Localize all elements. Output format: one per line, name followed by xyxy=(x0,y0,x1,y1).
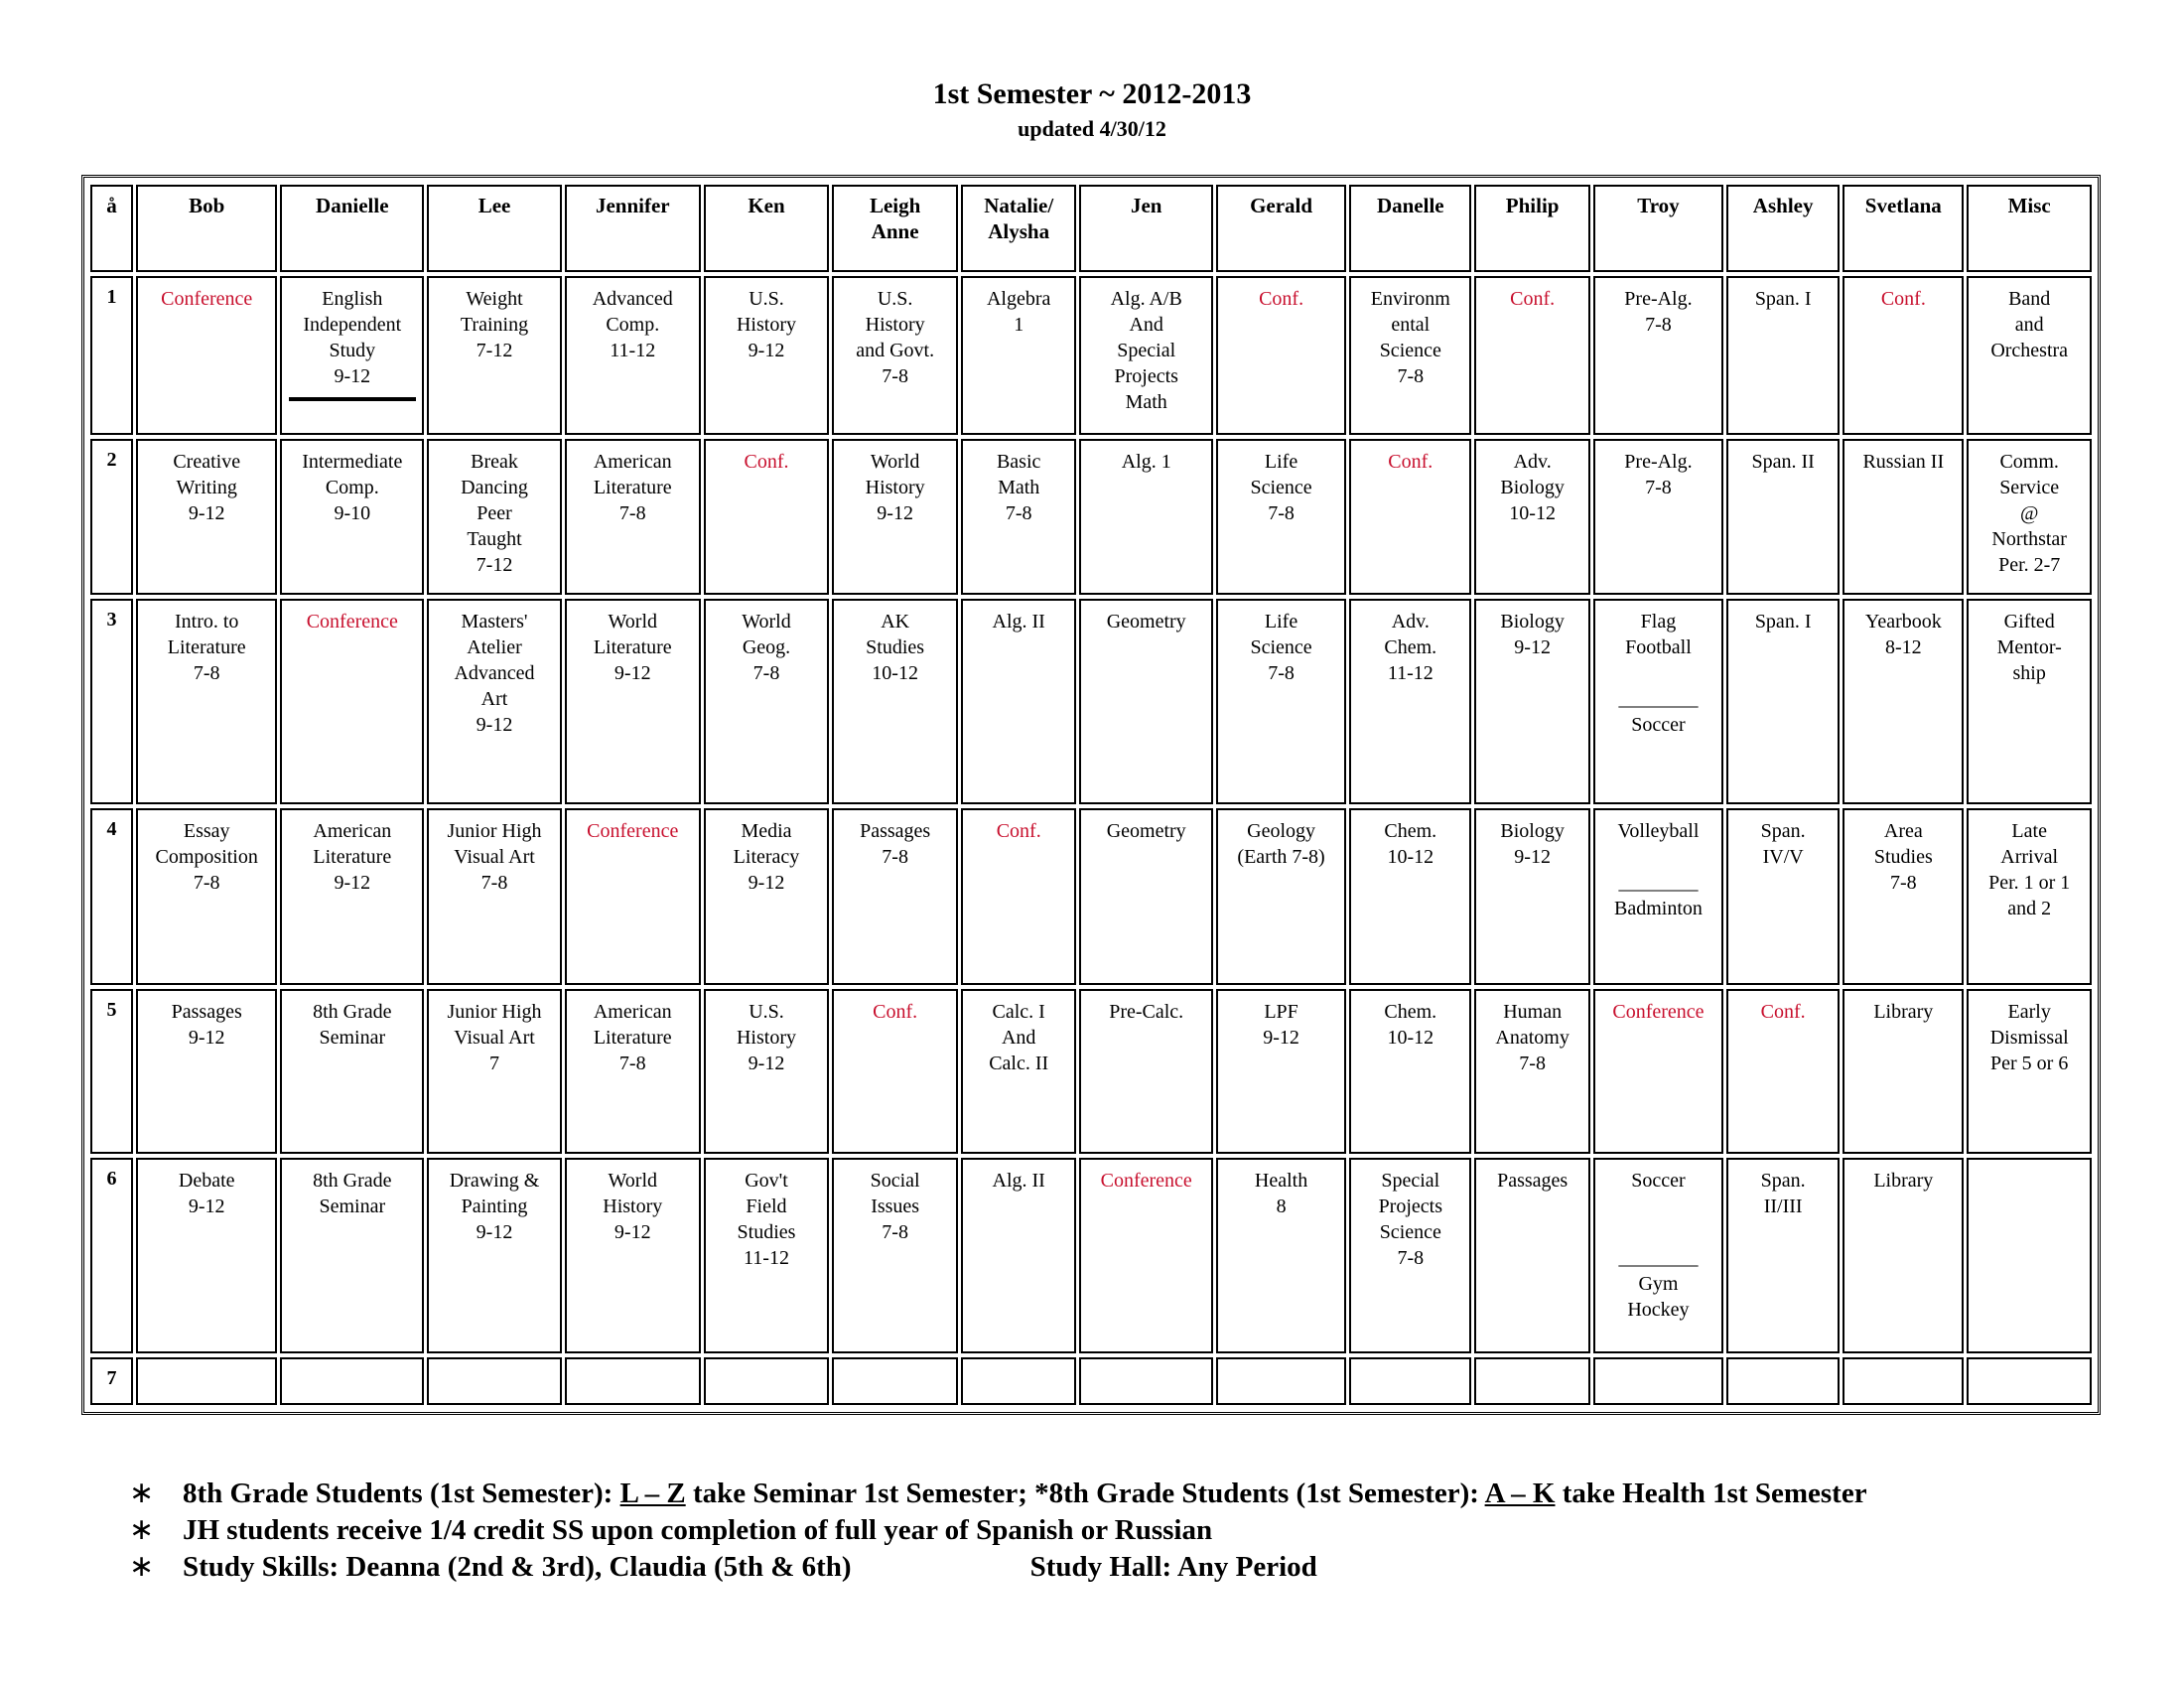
class-cell: Alg. 1 xyxy=(1079,439,1213,595)
class-cell: Library xyxy=(1843,989,1964,1154)
class-cell: Environm ental Science 7-8 xyxy=(1349,276,1471,435)
class-cell: Span. I xyxy=(1726,276,1840,435)
class-cell: World History 9-12 xyxy=(832,439,958,595)
class-cell: Basic Math 7-8 xyxy=(961,439,1076,595)
class-cell: Algebra 1 xyxy=(961,276,1076,435)
class-cell: Gifted Mentor- ship xyxy=(1967,599,2092,804)
class-cell: Intermediate Comp. 9-10 xyxy=(280,439,424,595)
class-cell: Early Dismissal Per 5 or 6 xyxy=(1967,989,2092,1154)
class-cell: 8th Grade Seminar xyxy=(280,1158,424,1353)
class-cell: Conf. xyxy=(1726,989,1840,1154)
class-cell: American Literature 7-8 xyxy=(565,439,701,595)
class-cell: Conf. xyxy=(1474,276,1589,435)
cell-underline xyxy=(289,397,416,401)
class-cell: Conf. xyxy=(1216,276,1346,435)
class-cell: Calc. I And Calc. II xyxy=(961,989,1076,1154)
class-cell: Russian II xyxy=(1843,439,1964,595)
class-cell: Conference xyxy=(280,599,424,804)
period-row xyxy=(90,439,2092,595)
class-cell: World Literature 9-12 xyxy=(565,599,701,804)
footnote-study-hall: Study Hall: Any Period xyxy=(1029,1551,1317,1583)
teacher-header: Misc xyxy=(1967,185,2092,272)
teacher-header: Leigh Anne xyxy=(832,185,958,272)
class-cell: Library xyxy=(1843,1158,1964,1353)
class-cell: Conf. xyxy=(1349,439,1471,595)
class-cell: Conf. xyxy=(1843,276,1964,435)
class-cell: Intro. to Literature 7-8 xyxy=(136,599,277,804)
class-cell: Conference xyxy=(1593,989,1723,1154)
class-cell: Advanced Comp. 11-12 xyxy=(565,276,701,435)
class-cell: Chem. 10-12 xyxy=(1349,808,1471,986)
class-cell: American Literature 9-12 xyxy=(280,808,424,986)
class-cell: World History 9-12 xyxy=(565,1158,701,1353)
class-cell: Span. II/III xyxy=(1726,1158,1840,1353)
period-number: 2 xyxy=(90,439,133,595)
class-cell xyxy=(1474,1357,1589,1405)
class-cell: Band and Orchestra xyxy=(1967,276,2092,435)
period-row xyxy=(90,599,2092,804)
class-cell: Life Science 7-8 xyxy=(1216,439,1346,595)
class-cell: Chem. 10-12 xyxy=(1349,989,1471,1154)
class-cell: Late Arrival Per. 1 or 1 and 2 xyxy=(1967,808,2092,986)
page-subtitle: updated 4/30/12 xyxy=(1018,116,1166,141)
class-cell xyxy=(1349,1357,1471,1405)
class-cell: Area Studies 7-8 xyxy=(1843,808,1964,986)
class-cell: Conference xyxy=(1079,1158,1213,1353)
class-cell: U.S. History 9-12 xyxy=(704,989,830,1154)
class-cell: Geometry xyxy=(1079,808,1213,986)
footnote-study-skills: Study Skills: Deanna (2nd & 3rd), Claudia (5th & 6th) xyxy=(183,1551,852,1583)
class-cell: LPF 9-12 xyxy=(1216,989,1346,1154)
period-row xyxy=(90,276,2092,435)
class-cell: Junior High Visual Art 7 xyxy=(427,989,562,1154)
page-title: 1st Semester ~ 2012-2013 xyxy=(932,77,1252,110)
period-row xyxy=(90,1158,2092,1353)
class-cell: Yearbook 8-12 xyxy=(1843,599,1964,804)
class-cell: U.S. History 9-12 xyxy=(704,276,830,435)
teacher-header: Jennifer xyxy=(565,185,701,272)
footnote-study xyxy=(129,1549,2115,1586)
class-cell: Span. I xyxy=(1726,599,1840,804)
class-cell: Break Dancing Peer Taught 7-12 xyxy=(427,439,562,595)
class-cell: Conference xyxy=(136,276,277,435)
class-cell: U.S. History and Govt. 7-8 xyxy=(832,276,958,435)
footnote-seminar xyxy=(129,1476,2115,1512)
class-cell: Passages xyxy=(1474,1158,1589,1353)
period-number: 1 xyxy=(90,276,133,435)
class-cell xyxy=(1593,1357,1723,1405)
period-number: 6 xyxy=(90,1158,133,1353)
asterisk-icon: ∗ xyxy=(129,1477,155,1509)
teacher-header: Lee xyxy=(427,185,562,272)
teacher-header: Bob xyxy=(136,185,277,272)
class-cell: Social Issues 7-8 xyxy=(832,1158,958,1353)
class-cell xyxy=(704,1357,830,1405)
class-cell: Comm. Service @ Northstar Per. 2-7 xyxy=(1967,439,2092,595)
class-cell: English Independent Study 9-12 xyxy=(280,276,424,435)
class-cell xyxy=(427,1357,562,1405)
class-cell: Creative Writing 9-12 xyxy=(136,439,277,595)
schedule-body xyxy=(90,185,2092,1405)
class-cell: American Literature 7-8 xyxy=(565,989,701,1154)
class-cell: Alg. II xyxy=(961,1158,1076,1353)
class-cell: Conf. xyxy=(961,808,1076,986)
corner-cell: å xyxy=(90,185,133,272)
teacher-header: Jen xyxy=(1079,185,1213,272)
class-cell: Biology 9-12 xyxy=(1474,808,1589,986)
class-cell xyxy=(1726,1357,1840,1405)
class-cell: Life Science 7-8 xyxy=(1216,599,1346,804)
class-cell xyxy=(136,1357,277,1405)
class-cell: Adv. Chem. 11-12 xyxy=(1349,599,1471,804)
class-cell: Masters' Atelier Advanced Art 9-12 xyxy=(427,599,562,804)
class-cell: Geology (Earth 7-8) xyxy=(1216,808,1346,986)
footnote-seminar-text: 8th Grade Students (1st Semester): L – Z take Seminar 1st Semester; *8th Grade Students (1st Semester): A – K take Health 1st Semester xyxy=(183,1477,1867,1509)
class-cell: Drawing & Painting 9-12 xyxy=(427,1158,562,1353)
class-cell: AK Studies 10-12 xyxy=(832,599,958,804)
schedule-table xyxy=(87,181,2095,1409)
class-cell xyxy=(1079,1357,1213,1405)
schedule-grid xyxy=(81,175,2101,1415)
period-number: 7 xyxy=(90,1357,133,1405)
asterisk-icon: ∗ xyxy=(129,1550,155,1583)
footnotes xyxy=(129,1476,2115,1586)
class-cell: Conf. xyxy=(704,439,830,595)
asterisk-icon: ∗ xyxy=(129,1513,155,1546)
class-cell xyxy=(1216,1357,1346,1405)
footnote-credit-text: JH students receive 1/4 credit SS upon completion of full year of Spanish or Russian xyxy=(183,1514,1213,1546)
class-cell: Junior High Visual Art 7-8 xyxy=(427,808,562,986)
class-cell: Volleyball ________ Badminton xyxy=(1593,808,1723,986)
class-cell: Weight Training 7-12 xyxy=(427,276,562,435)
teacher-header: Ashley xyxy=(1726,185,1840,272)
period-number: 4 xyxy=(90,808,133,986)
class-cell: Pre-Alg. 7-8 xyxy=(1593,276,1723,435)
class-cell xyxy=(832,1357,958,1405)
class-cell: Health 8 xyxy=(1216,1158,1346,1353)
class-cell: Geometry xyxy=(1079,599,1213,804)
class-cell xyxy=(961,1357,1076,1405)
class-cell: 8th Grade Seminar xyxy=(280,989,424,1154)
class-cell: Alg. II xyxy=(961,599,1076,804)
period-row xyxy=(90,808,2092,986)
class-cell: Adv. Biology 10-12 xyxy=(1474,439,1589,595)
class-cell: Media Literacy 9-12 xyxy=(704,808,830,986)
class-cell: Span. II xyxy=(1726,439,1840,595)
class-cell: Human Anatomy 7-8 xyxy=(1474,989,1589,1154)
class-cell: Gov't Field Studies 11-12 xyxy=(704,1158,830,1353)
class-cell: Soccer ________ Gym Hockey xyxy=(1593,1158,1723,1353)
class-cell xyxy=(565,1357,701,1405)
class-cell xyxy=(280,1357,424,1405)
teacher-header: Gerald xyxy=(1216,185,1346,272)
teacher-header: Ken xyxy=(704,185,830,272)
class-cell: Pre-Alg. 7-8 xyxy=(1593,439,1723,595)
teacher-header: Troy xyxy=(1593,185,1723,272)
class-cell: World Geog. 7-8 xyxy=(704,599,830,804)
class-cell: Essay Composition 7-8 xyxy=(136,808,277,986)
class-cell: Passages 7-8 xyxy=(832,808,958,986)
class-cell xyxy=(1967,1158,2092,1353)
class-cell: Conference xyxy=(565,808,701,986)
teacher-header: Philip xyxy=(1474,185,1589,272)
class-cell: Debate 9-12 xyxy=(136,1158,277,1353)
teacher-header: Danielle xyxy=(280,185,424,272)
footnote-credit xyxy=(129,1512,2115,1549)
class-cell xyxy=(1967,1357,2092,1405)
class-cell: Span. IV/V xyxy=(1726,808,1840,986)
period-row xyxy=(90,1357,2092,1405)
teacher-header: Danelle xyxy=(1349,185,1471,272)
class-cell: Alg. A/B And Special Projects Math xyxy=(1079,276,1213,435)
class-cell: Flag Football ________ Soccer xyxy=(1593,599,1723,804)
class-cell: Biology 9-12 xyxy=(1474,599,1589,804)
class-cell: Conf. xyxy=(832,989,958,1154)
class-cell: Pre-Calc. xyxy=(1079,989,1213,1154)
period-number: 3 xyxy=(90,599,133,804)
class-cell: Special Projects Science 7-8 xyxy=(1349,1158,1471,1353)
class-cell xyxy=(1843,1357,1964,1405)
class-cell: Passages 9-12 xyxy=(136,989,277,1154)
period-number: 5 xyxy=(90,989,133,1154)
period-row xyxy=(90,989,2092,1154)
teacher-header: Natalie/ Alysha xyxy=(961,185,1076,272)
teacher-header: Svetlana xyxy=(1843,185,1964,272)
